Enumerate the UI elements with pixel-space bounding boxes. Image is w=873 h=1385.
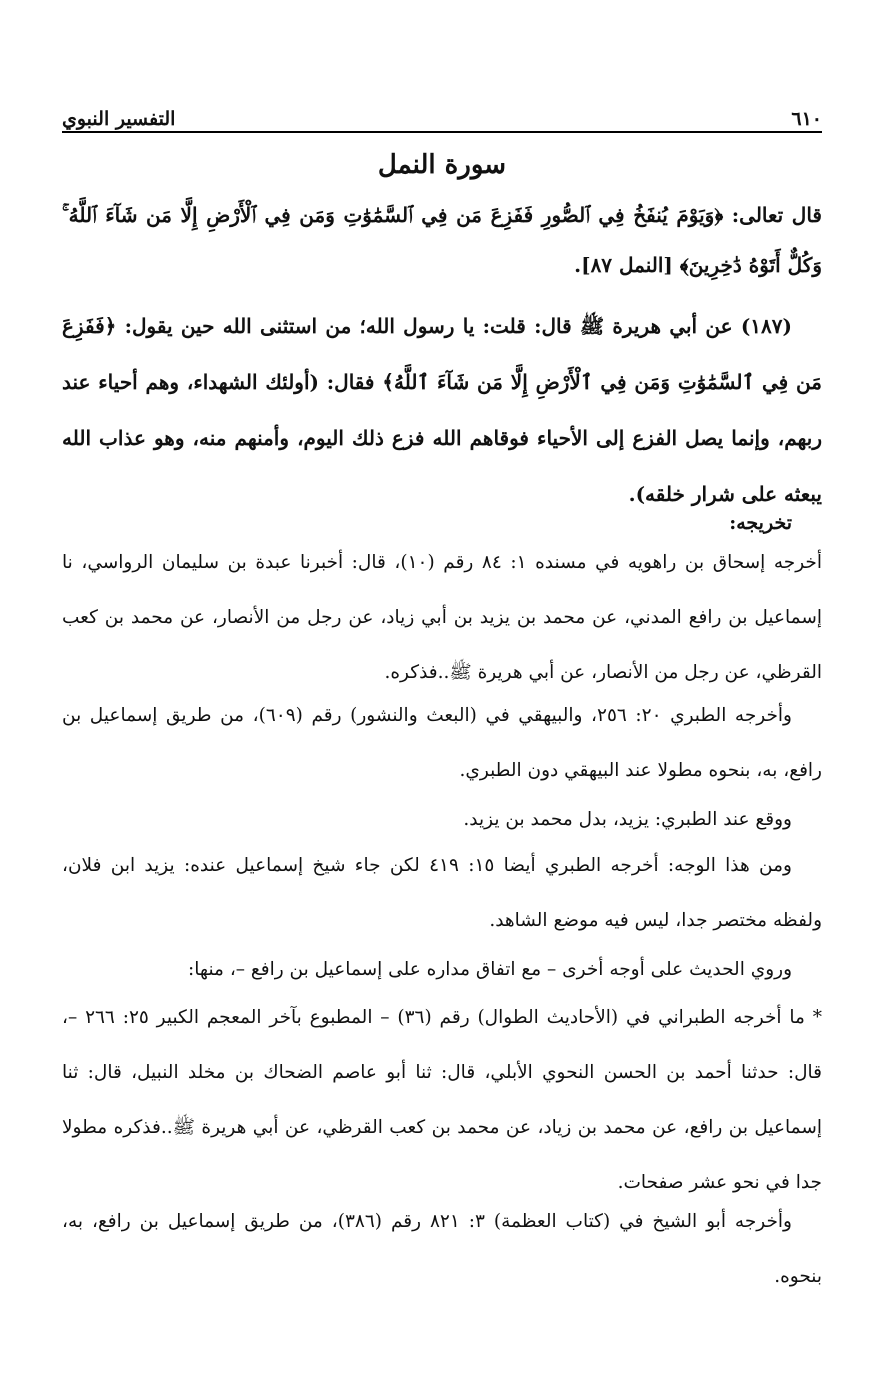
verse-reference: [النمل ٨٧]. <box>574 253 673 277</box>
note-4: ومن هذا الوجه: أخرجه الطبري أيضا ١٥: ٤١٩ لكن جاء شيخ إسماعيل عنده: يزيد ابن فلان، ولفظه مختصر جدا، ليس فيه موضع الشاهد. <box>62 855 822 931</box>
hadith-paragraph <box>62 298 822 522</box>
note-5: وروي الحديث على أوجه أخرى – مع اتفاق مداره على إسماعيل بن رافع –، منها: <box>188 959 792 980</box>
verse-intro <box>62 190 822 290</box>
header-rule <box>62 131 822 133</box>
note-2: وأخرجه الطبري ٢٠: ٢٥٦، والبيهقي في (البعث والنشور) رقم (٦٠٩)، من طريق إسماعيل بن رافع، به، بنحوه مطولا عند البيهقي دون الطبري. <box>62 705 822 781</box>
running-header <box>62 96 822 130</box>
note-3: ووقع عند الطبري: يزيد، بدل محمد بن يزيد. <box>463 809 792 830</box>
note-6: * ما أخرجه الطبراني في (الأحاديث الطوال) رقم (٣٦) – المطبوع بآخر المعجم الكبير ٢٥: ٢٦٦ –، قال: حدثنا أحمد بن الحسن النحوي الأبلي، قال: ثنا أبو عاصم الضحاك بن مخلد النبيل، قال: ثنا إسماعيل بن رافع، عن محمد بن زياد، عن محمد بن كعب القرظي، عن أبي هريرة ﷺ..فذكره مطولا جدا في نحو عشر صفحات. <box>62 1007 822 1193</box>
quran-verse: ﴿وَيَوْمَ يُنفَخُ فِي ٱلصُّورِ فَفَزِعَ مَن فِي ٱلسَّمَٰوَٰتِ وَمَن فِي ٱلْأَرْضِ إِلَّا مَن شَآءَ ٱللَّهُ ۚ وَكُلٌّ أَتَوْهُ دَٰخِرِينَ﴾ <box>62 203 822 277</box>
note-7: وأخرجه أبو الشيخ في (كتاب العظمة) ٣: ٨٢١ رقم (٣٨٦)، من طريق إسماعيل بن رافع، به، بنحوه. <box>62 1211 822 1287</box>
verse-prefix: قال تعالى: <box>731 203 822 227</box>
note-1: أخرجه إسحاق بن راهويه في مسنده ١: ٨٤ رقم (١٠)، قال: أخبرنا عبدة بن سليمان الرواسي، نا إسماعيل بن رافع المدني، عن محمد بن يزيد بن أبي زياد، عن رجل من الأنصار، عن محمد بن كعب القرظي، عن رجل من الأنصار، عن أبي هريرة ﷺ..فذكره. <box>62 552 823 683</box>
surah-title: سورة النمل <box>377 150 507 180</box>
page-number: ٦١٠ <box>791 108 822 130</box>
hadith-text: عن أبي هريرة ﷺ قال: قلت: يا رسول الله؛ من استثنى الله حين يقول: ﴿فَفَزِعَ مَن فِي ٱلسَّمَٰوَٰتِ وَمَن فِي ٱلْأَرْضِ إِلَّا مَن شَآءَ ٱللَّهُ﴾ فقال: (أولئك الشهداء، وهم أحياء عند ربهم، وإنما يصل الفزع إلى الأحياء فوقاهم الله فزع ذلك اليوم، وأمنهم منه، وهو عذاب الله يبعثه على شرار خلقه). <box>62 314 822 506</box>
hadith-number: (١٨٧) <box>740 314 792 338</box>
takhrij-heading: تخريجه: <box>729 512 792 534</box>
book-title: التفسير النبوي <box>62 108 176 130</box>
